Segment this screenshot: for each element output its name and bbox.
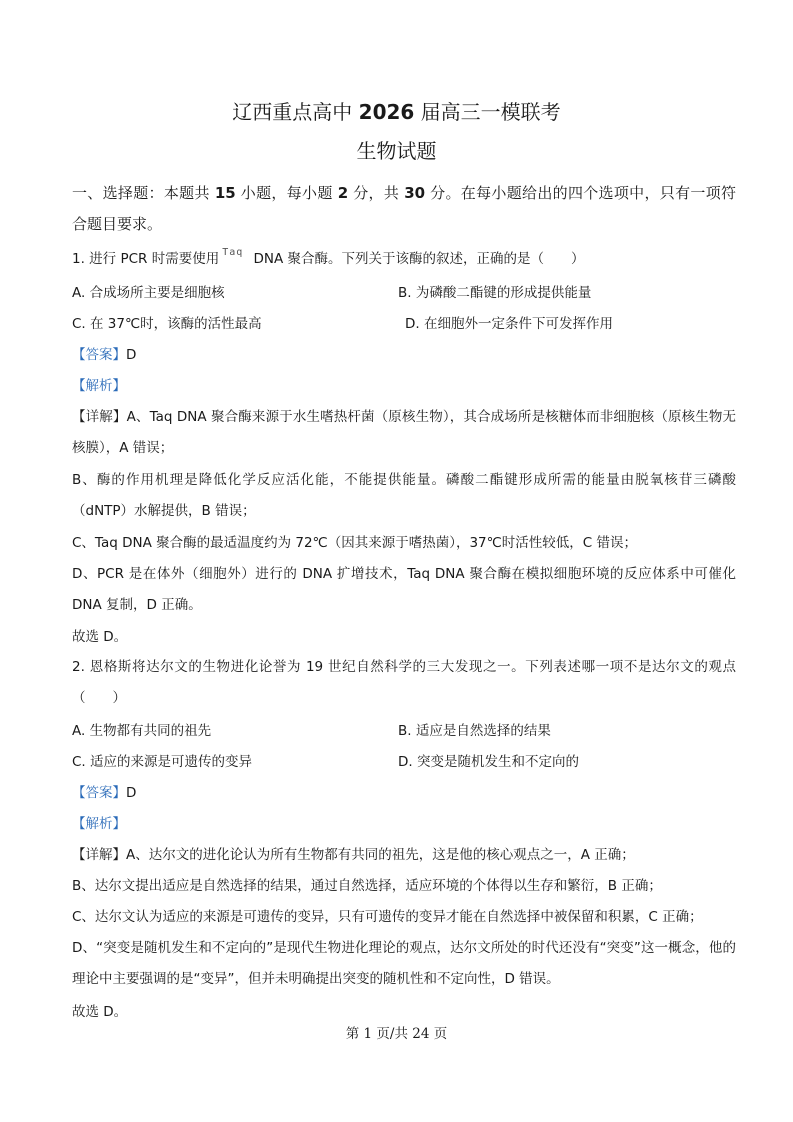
instr-text-3: 分，共 xyxy=(348,184,405,202)
q1-stem-post: DNA 聚合酶。下列关于该酶的叙述，正确的是（ ） xyxy=(249,251,585,267)
detail-tag: 【详解】 xyxy=(72,409,127,425)
subject-title: 生物试题 xyxy=(356,139,437,163)
instr-count: 15 xyxy=(214,184,236,202)
q1-analysis-tag: 【解析】 xyxy=(72,378,126,394)
title-suffix: 届高三一模联考 xyxy=(414,100,561,124)
q1-conclusion: 故选 D。 xyxy=(72,629,128,645)
detail-a-text: A、Taq DNA 聚合酶来源于水生嗜热杆菌（原核生物），其合成场所是核糖体而非细胞核（原核生物无核膜），A 错误； xyxy=(72,409,737,456)
instr-points: 2 xyxy=(337,184,349,202)
q2-option-a: A. 生物都有共同的祖先 xyxy=(72,723,212,739)
taq-formula-image xyxy=(219,249,249,267)
answer-value: D xyxy=(126,347,137,363)
q1-option-c: C. 在 37℃时，该酶的活性最高 xyxy=(72,316,262,332)
q1-option-b: B. 为磷酸二酯键的形成提供能量 xyxy=(398,285,592,301)
title-prefix: 辽西重点高中 xyxy=(232,100,359,124)
answer-tag: 【答案】 xyxy=(72,785,126,801)
section-instructions xyxy=(72,178,736,240)
q2-option-b: B. 适应是自然选择的结果 xyxy=(398,723,551,739)
instr-text-1: 一、选择题：本题共 xyxy=(72,184,215,202)
q2-detail-b: B、达尔文提出适应是自然选择的结果，通过自然选择，适应环境的个体得以生存和繁衍，B 正确； xyxy=(72,878,662,894)
q2-detail-c: C、达尔文认为适应的来源是可遗传的变异，只有可遗传的变异才能在自然选择中被保留和积累，C 正确； xyxy=(72,909,703,925)
q1-option-d: D. 在细胞外一定条件下可发挥作用 xyxy=(405,316,613,332)
q1-detail-b: B、酶的作用机理是降低化学反应活化能，不能提供能量。磷酸二酯键形成所需的能量由脱氧核苷三磷酸（dNTP）水解提供，B 错误； xyxy=(72,472,736,519)
answer-value: D xyxy=(126,785,137,801)
q2-detail-a xyxy=(72,840,736,871)
detail-tag: 【详解】 xyxy=(72,847,126,863)
q2-stem: 2. 恩格斯将达尔文的生物进化论誉为 19 世纪自然科学的三大发现之一。下列表述哪一项不是达尔文的观点（ ） xyxy=(72,659,736,706)
q2-answer xyxy=(72,783,136,803)
detail-a-text: A、达尔文的进化论认为所有生物都有共同的祖先，这是他的核心观点之一，A 正确； xyxy=(126,847,635,863)
title-year: 2026 xyxy=(358,100,415,124)
page-number: 第 1 页/共 24 页 xyxy=(345,1026,448,1042)
q1-detail-a xyxy=(72,402,736,464)
q2-conclusion: 故选 D。 xyxy=(72,1004,128,1020)
instr-total: 30 xyxy=(404,184,426,202)
instr-text-2: 小题，每小题 xyxy=(235,184,338,202)
q1-option-a: A. 合成场所主要是细胞核 xyxy=(72,285,225,301)
instr-text-4: 分。在每小题给出的四个选项中，只有一项符合题目要求。 xyxy=(72,184,736,233)
answer-tag: 【答案】 xyxy=(72,347,126,363)
q1-stem xyxy=(72,249,585,269)
q1-answer xyxy=(72,345,136,365)
q2-option-c: C. 适应的来源是可遗传的变异 xyxy=(72,754,253,770)
taq-image-text: Taq xyxy=(222,247,244,258)
q2-analysis-tag: 【解析】 xyxy=(72,816,126,832)
exam-title xyxy=(0,98,793,126)
q1-detail-c: C、Taq DNA 聚合酶的最适温度约为 72℃（因其来源于嗜热菌），37℃时活性较低，C 错误； xyxy=(72,535,638,551)
q2-detail-d: D、“突变是随机发生和不定向的”是现代生物进化理论的观点，达尔文所处的时代还没有“突变”这一概念，他的理论中主要强调的是“变异”，但并未明确提出突变的随机性和不定向性，D 错误。 xyxy=(72,940,736,987)
q1-stem-pre: 1. 进行 PCR 时需要使用 xyxy=(72,251,220,267)
q2-option-d: D. 突变是随机发生和不定向的 xyxy=(398,754,579,770)
q1-detail-d: D、PCR 是在体外（细胞外）进行的 DNA 扩增技术，Taq DNA 聚合酶在模拟细胞环境的反应体系中可催化 DNA 复制，D 正确。 xyxy=(72,566,736,613)
